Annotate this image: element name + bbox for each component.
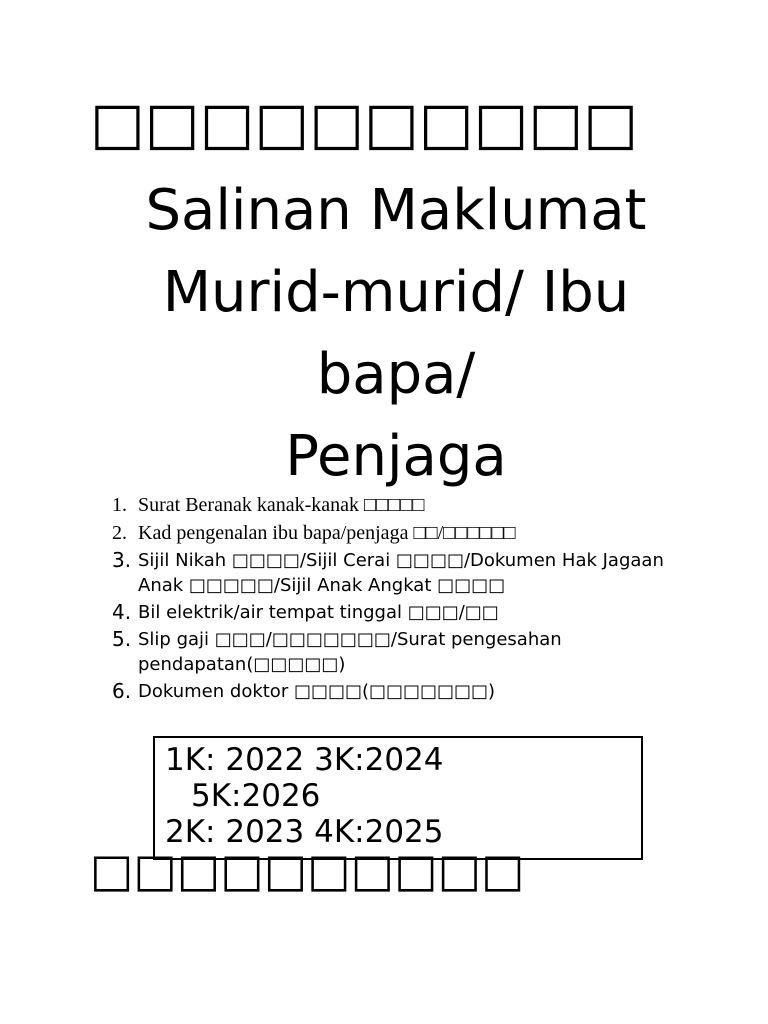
list-item [112,548,712,598]
title-line-1: Salinan Maklumat [145,178,647,243]
year-row-3: 2K: 2023 4K:2025 [165,814,444,850]
title-line-2: Murid-murid/ Ibu [162,260,630,325]
requirements-list [112,492,712,706]
list-item [112,627,712,677]
list-item-text: Bil elektrik/air tempat tinggal □□□/□□ [138,602,499,623]
list-item-text: Sijil Nikah □□□□/Sijil Cerai □□□□/Dokumen Hak Jagaan Anak □□□□□/Sijil Anak Angkat □□□□ [138,550,664,596]
list-item [112,679,712,704]
list-item [112,492,712,518]
list-item-number: 3. [112,548,132,572]
list-item-number: 6. [112,679,132,703]
list-item-text: Slip gaji □□□/□□□□□□□/Surat pengesahan pendapatan(□□□□□) [138,629,562,675]
list-item-text: Surat Beranak kanak-kanak □□□□□ [138,494,425,516]
year-row-1: 1K: 2022 3K:2024 [165,742,444,778]
list-item-number: 4. [112,600,132,624]
top-heading: □□□□□□□□□□ [90,89,638,157]
bottom-heading: □□□□□□□□□□ [90,843,525,897]
list-item [112,520,712,546]
list-item-number: 1. [112,494,127,516]
list-item [112,600,712,625]
list-item-text: Dokumen doktor □□□□(□□□□□□□) [138,681,496,702]
year-row-2: 5K:2026 [191,778,321,814]
list-item-text: Kad pengenalan ibu bapa/penjaga □□/□□□□□□ [138,522,516,544]
list-item-number: 5. [112,627,132,651]
list-item-number: 2. [112,522,127,544]
title-line-4: Penjaga [285,424,507,489]
document-title [90,170,702,498]
title-line-3: bapa/ [316,342,476,407]
